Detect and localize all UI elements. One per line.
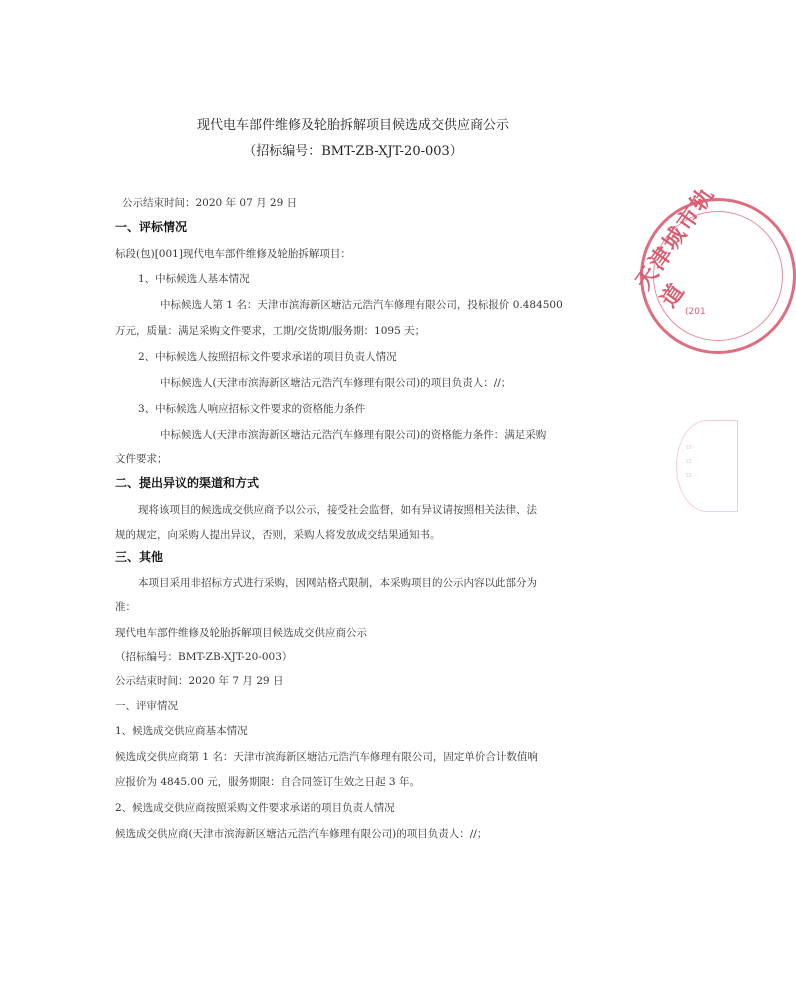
section2-heading: 二、提出异议的渠道和方式 xyxy=(115,476,260,490)
item3-heading: 3、中标候选人响应招标文件要求的资格能力条件 xyxy=(138,403,366,415)
r1-line1: 候选成交供应商第 1 名：天津市滨海新区塘沽元浩汽车修理有限公司，固定单价合计数值响 xyxy=(115,751,538,763)
partial-seal-marks: ㅁ ㅁ ㅁ xyxy=(685,443,693,480)
partial-seal-stamp xyxy=(676,420,738,512)
repeat-subtitle: （招标编号：BMT-ZB-XJT-20-003） xyxy=(115,651,293,663)
section3-heading: 三、其他 xyxy=(115,550,164,564)
item1-line1: 中标候选人第 1 名：天津市滨海新区塘沽元浩汽车修理有限公司，投标报价 0.484500 xyxy=(160,299,563,311)
section3-line2: 准： xyxy=(115,601,136,613)
lot-line: 标段(包)[001]现代电车部件维修及轮胎拆解项目： xyxy=(115,248,351,260)
seal-number: (201 xyxy=(685,307,706,317)
r2-line1: 候选成交供应商(天津市滨海新区塘沽元浩汽车修理有限公司)的项目负责人：//； xyxy=(115,828,488,840)
document-subtitle: （招标编号：BMT-ZB-XJT-20-003） xyxy=(243,144,463,159)
item3-line1: 中标候选人(天津市滨海新区塘沽元浩汽车修理有限公司)的资格能力条件：满足采购 xyxy=(160,429,547,441)
section3-line1: 本项目采用非招标方式进行采购，因网站格式限制，本采购项目的公示内容以此部分为 xyxy=(138,577,537,589)
official-seal-stamp xyxy=(631,181,796,354)
repeat-title: 现代电车部件维修及轮胎拆解项目候选成交供应商公示 xyxy=(115,627,367,639)
repeat-end-time: 公示结束时间：2020 年 7 月 29 日 xyxy=(115,675,284,687)
item1-heading: 1、中标候选人基本情况 xyxy=(138,273,250,285)
r1-line2: 应报价为 4845.00 元，服务期限：自合同签订生效之日起 3 年。 xyxy=(115,776,420,788)
item1-line2: 万元，质量：满足采购文件要求，工期/交货期/服务期：1095 天； xyxy=(115,325,426,337)
r2-heading: 2、候选成交供应商按照采购文件要求承诺的项目负责人情况 xyxy=(115,802,395,814)
document-title: 现代电车部件维修及轮胎拆解项目候选成交供应商公示 xyxy=(196,118,509,133)
item2-heading: 2、中标候选人按照招标文件要求承诺的项目负责人情况 xyxy=(138,351,397,363)
section2-line2: 规的规定，向采购人提出异议，否则，采购人将发放成交结果通知书。 xyxy=(115,529,441,541)
r1-heading: 1、候选成交供应商基本情况 xyxy=(115,725,248,737)
review-heading: 一、评审情况 xyxy=(115,700,178,712)
item3-line2: 文件要求； xyxy=(115,453,168,465)
seal-text: 天津城市轨道 xyxy=(631,181,721,313)
end-time: 公示结束时间：2020 年 07 月 29 日 xyxy=(122,197,298,209)
item2-line1: 中标候选人(天津市滨海新区塘沽元浩汽车修理有限公司)的项目负责人：//； xyxy=(160,377,512,389)
section1-heading: 一、评标情况 xyxy=(115,220,188,234)
section2-line1: 现将该项目的候选成交供应商予以公示，接受社会监督，如有异议请按照相关法律、法 xyxy=(138,504,537,516)
